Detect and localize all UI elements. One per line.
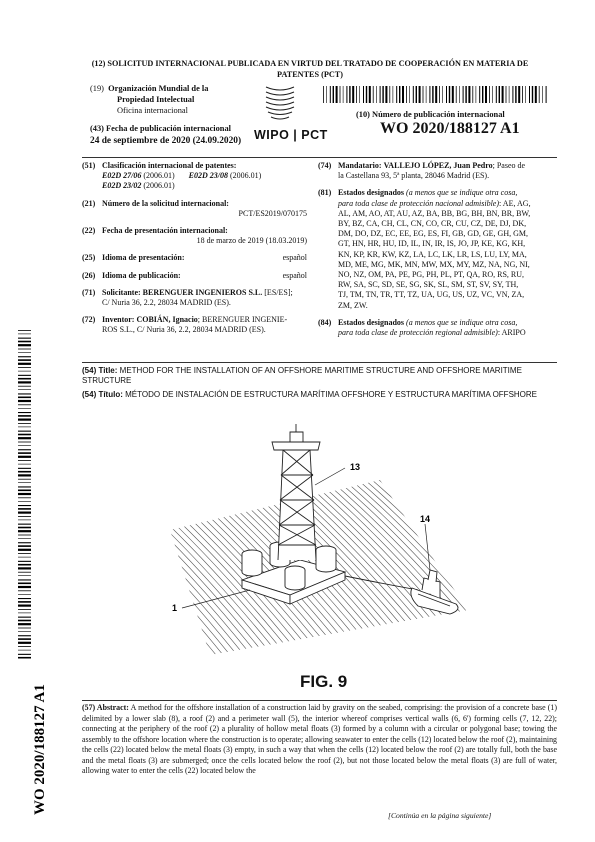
label-13: 13 — [350, 462, 361, 472]
title-es: (54) Título: MÉTODO DE INSTALACIÓN DE ESTRUCTURA MARÍTIMA OFFSHORE Y ESTRUCTURA MARÍTIMA OFFSHORE — [82, 390, 538, 399]
titles-divider — [82, 362, 557, 363]
figure-caption: FIG. 9 — [300, 672, 348, 691]
abstract-divider — [82, 700, 557, 701]
field-71: (71) Solicitante: BERENGUER INGENIEROS S.L. [ES/ES]; C/ Nuria 36, 2.2, 28034 MADRID (ES). — [82, 287, 293, 308]
continued-note: [Continúa en la página siguiente] — [388, 811, 492, 820]
field-81: (81) Estados designados (a menos que se indique otra cosa, para toda clase de protección nacional admisible): AE, AG, AL, AM, AO, AT, AU, AZ, BA, BB, BG, BH, BN, BR, BW, BY, BZ, CA, CH, CL, CN, CO, CR, CU, CZ, DE, DJ, DK, DM, DO, DZ, EC, EE, EG, ES, FI, GB, GD, GE, GH, GM, GT, HN, HR, HU, ID, IL, IN, IR, IS, JO, JP, KE, KG, KH, KN, KP, KR, KW, KZ, LA, LC, LK, LR, LS, LU, LY, MA, MD, ME, MG, MK, MN, MW, MX, MY, MZ, NA, NG, NI, NO, NZ, OM, PA, PE, PG, PH, PL, PT, QA, RO, RS, RU, RW, SA, SC, SD, SE, SG, SK, SL, SM, ST, SV, SY, TH, TJ, TM, TN, TR, TT, TZ, UA, UG, US, UZ, VC, VN, ZA, ZM, ZW. — [318, 188, 531, 310]
wipo-logo-icon — [262, 83, 298, 125]
field-74: (74) Mandatario: VALLEJO LÓPEZ, Juan Pedro; Paseo de la Castellana 93, 5ª planta, 28046 Madrid (ES). — [318, 161, 526, 181]
label-1: 1 — [172, 603, 178, 613]
field-22: (22) Fecha de presentación internacional: 18 de marzo de 2019 (18.03.2019) — [82, 226, 307, 246]
document-type-header: (12) SOLICITUD INTERNACIONAL PUBLICADA EN VIRTUD DEL TRATADO DE COOPERACIÓN EN MATERIA DE PATENTES (PCT) — [91, 59, 529, 79]
publication-number-label: (10) Número de publicación internacional — [356, 110, 505, 119]
figure-9-drawing — [150, 420, 480, 670]
publication-date: 24 de septiembre de 2020 (24.09.2020) — [90, 136, 242, 146]
org-name-line-2: Propiedad Intelectual — [117, 95, 195, 104]
title-en: (54) Title: METHOD FOR THE INSTALLATION OF AN OFFSHORE MARITIME STRUCTURE AND OFFSHORE MARITIME STRUCTURE — [82, 366, 522, 385]
side-barcode — [18, 330, 48, 820]
publication-date-label: (43) Fecha de publicación internacional — [90, 124, 231, 133]
label-14: 14 — [420, 514, 431, 524]
header-divider — [82, 157, 557, 158]
field-51: (51) Clasificación internacional de patentes: E02D 27/06 (2006.01) E02D 23/08 (2006.01) E02D 23/02 (2006.01) — [82, 161, 262, 191]
platform — [242, 424, 345, 604]
org-office: Oficina internacional — [117, 106, 188, 115]
field-21: (21) Número de la solicitud internacional: PCT/ES2019/070175 — [82, 198, 307, 218]
org-name-line-1: Organización Mundial de la — [108, 84, 209, 93]
abstract: (57) Abstract: A method for the offshore installation of a construction laid by gravity on the seabed, comprising: the provision of a concrete base (1) delimited by a lower slab (8), a roof (2) and a perimeter wall (5), the interior whereof comprises vertical walls (6, 6') forming cells (7, 12, 22); connecting at the periphery of the roof (2) a plurality of hollow metal floats (3) formed by a column with a circular or polygonal base; towing the assembly to the offshore location where the construction is to operate; allowing seawater to enter the cells (12) located below the roof (2), maintaining the cells (22) located below the metal floats (3) empty, in such a way that when the cells (12) located below the roof (2) are totally full, both the base and the metal floats (3) are submerged; once the cells located below the roof (2), but not those located below the metal floats (3) are full of water, allowing water to enter the cells (22) located below the — [82, 703, 557, 775]
bibliographic-left-column — [82, 161, 307, 336]
field-72: (72) Inventor: COBIÁN, Ignacio; BERENGUER INGENIE- ROS S.L., C/ Nuria 36, 2.2, 28034 MADRID (ES). — [82, 315, 288, 335]
field-26: (26) Idioma de publicación: español — [82, 270, 307, 280]
field-84: (84) Estados designados (a menos que se indique otra cosa, para toda clase de protección regional admisible): ARIPO — [318, 317, 526, 338]
side-publication-number: WO 2020/188127 A1 — [32, 684, 48, 815]
field-25: (25) Idioma de presentación: español — [82, 253, 307, 263]
bibliographic-right-column — [318, 161, 558, 338]
top-barcode — [323, 86, 548, 103]
code-19: (19) — [90, 84, 104, 93]
tugboat — [345, 570, 458, 614]
wipo-pct-wordmark: WIPO | PCT — [254, 128, 328, 142]
organization-block — [90, 83, 290, 116]
publication-number: WO 2020/188127 A1 — [380, 120, 520, 137]
